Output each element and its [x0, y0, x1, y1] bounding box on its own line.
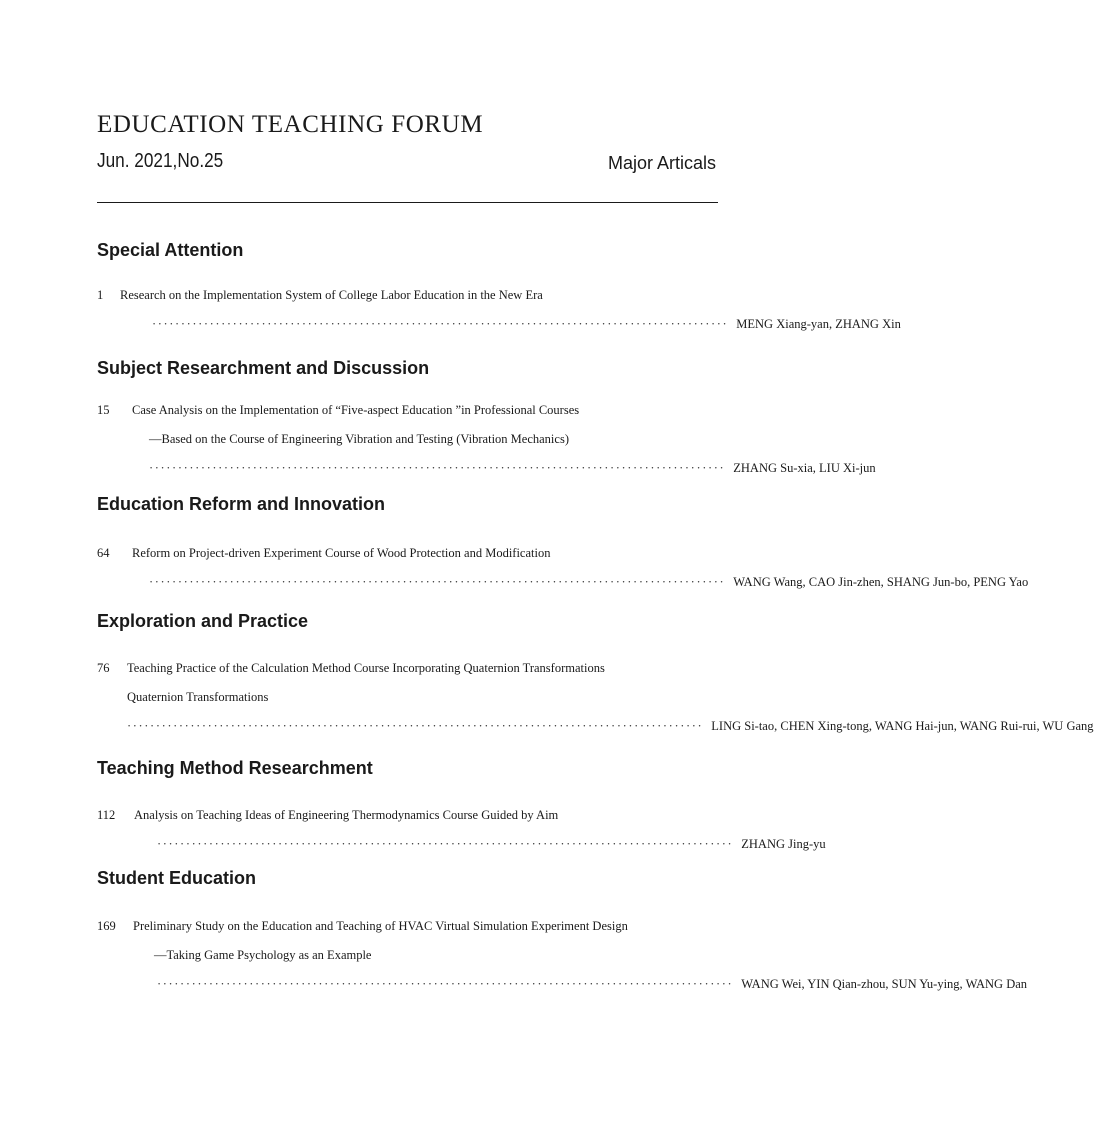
article-authors: LING Si-tao, CHEN Xing-tong, WANG Hai-jun, WANG Rui-rui, WU Gang	[711, 719, 1094, 733]
article-authors: ZHANG Jing-yu	[741, 837, 826, 851]
entry-title-line	[97, 917, 718, 946]
article-title[interactable]: Analysis on Teaching Ideas of Engineering Thermodynamics Course Guided by Aim	[134, 808, 559, 822]
page-number: 169	[97, 919, 116, 933]
toc-entry	[97, 544, 1029, 602]
entry-subtitle-line	[97, 688, 718, 717]
toc-entry	[97, 806, 826, 864]
toc-entry	[97, 401, 876, 488]
article-subtitle: —Taking Game Psychology as an Example	[154, 948, 372, 962]
article-title[interactable]: Teaching Practice of the Calculation Method Course Incorporating Quaternion Transformations	[127, 661, 605, 675]
section-label: Major Articals	[607, 153, 716, 173]
section-heading: Student Education	[97, 868, 256, 888]
entry-title-line	[97, 544, 718, 573]
page-number: 1	[97, 288, 104, 302]
section-teaching-method	[97, 757, 826, 864]
article-authors: ZHANG Su-xia, LIU Xi-jun	[733, 461, 876, 475]
leader-dots: ····································································································	[157, 977, 734, 991]
page-number: 15	[97, 403, 110, 417]
entry-subtitle-line	[97, 430, 718, 459]
entry-author-line	[97, 573, 1029, 602]
page-number: 112	[97, 808, 116, 822]
leader-dots: ····································································································	[157, 837, 734, 851]
article-subtitle: —Based on the Course of Engineering Vibration and Testing (Vibration Mechanics)	[149, 432, 569, 446]
section-exploration-practice	[97, 610, 1094, 746]
toc-entry	[97, 286, 901, 344]
entry-title-line	[97, 286, 718, 315]
section-special-attention	[97, 239, 901, 344]
article-title[interactable]: Reform on Project-driven Experiment Course of Wood Protection and Modification	[132, 546, 551, 560]
toc-entry	[97, 659, 1094, 746]
section-subject-researchment	[97, 357, 876, 488]
leader-dots: ····································································································	[149, 461, 726, 475]
page-number: 64	[97, 546, 110, 560]
entry-title-line	[97, 659, 718, 688]
entry-title-line	[97, 401, 718, 430]
section-student-education	[97, 867, 1028, 1004]
entry-author-line	[97, 975, 1028, 1004]
entry-title-line	[97, 806, 718, 835]
article-authors: MENG Xiang-yan, ZHANG Xin	[736, 317, 901, 331]
leader-dots: ····································································································	[152, 317, 729, 331]
header-rule	[97, 202, 718, 203]
section-heading: Education Reform and Innovation	[97, 494, 386, 514]
page-number: 76	[97, 661, 110, 675]
entry-author-line	[97, 315, 901, 344]
leader-dots: ····································································································	[127, 719, 704, 733]
entry-author-line	[97, 835, 826, 864]
section-education-reform	[97, 493, 1029, 602]
article-title[interactable]: Preliminary Study on the Education and Teaching of HVAC Virtual Simulation Experiment Design	[133, 919, 628, 933]
article-title[interactable]: Research on the Implementation System of College Labor Education in the New Era	[120, 288, 543, 302]
issue-label: Jun. 2021,No.25	[97, 150, 224, 172]
section-heading: Exploration and Practice	[97, 611, 309, 631]
entry-author-line	[97, 717, 1094, 746]
article-title[interactable]: Case Analysis on the Implementation of “Five-aspect Education ”in Professional Courses	[132, 403, 580, 417]
toc-entry	[97, 917, 1028, 1004]
leader-dots: ····································································································	[149, 575, 726, 589]
section-heading: Special Attention	[97, 240, 244, 260]
journal-title: EDUCATION TEACHING FORUM	[97, 111, 484, 138]
article-authors: WANG Wang, CAO Jin-zhen, SHANG Jun-bo, PENG Yao	[733, 575, 1029, 589]
section-heading: Subject Researchment and Discussion	[97, 358, 430, 378]
section-heading: Teaching Method Researchment	[97, 758, 373, 778]
entry-author-line	[97, 459, 876, 488]
article-authors: WANG Wei, YIN Qian-zhou, SUN Yu-ying, WANG Dan	[741, 977, 1028, 991]
entry-subtitle-line	[97, 946, 718, 975]
article-subtitle: Quaternion Transformations	[127, 690, 269, 704]
